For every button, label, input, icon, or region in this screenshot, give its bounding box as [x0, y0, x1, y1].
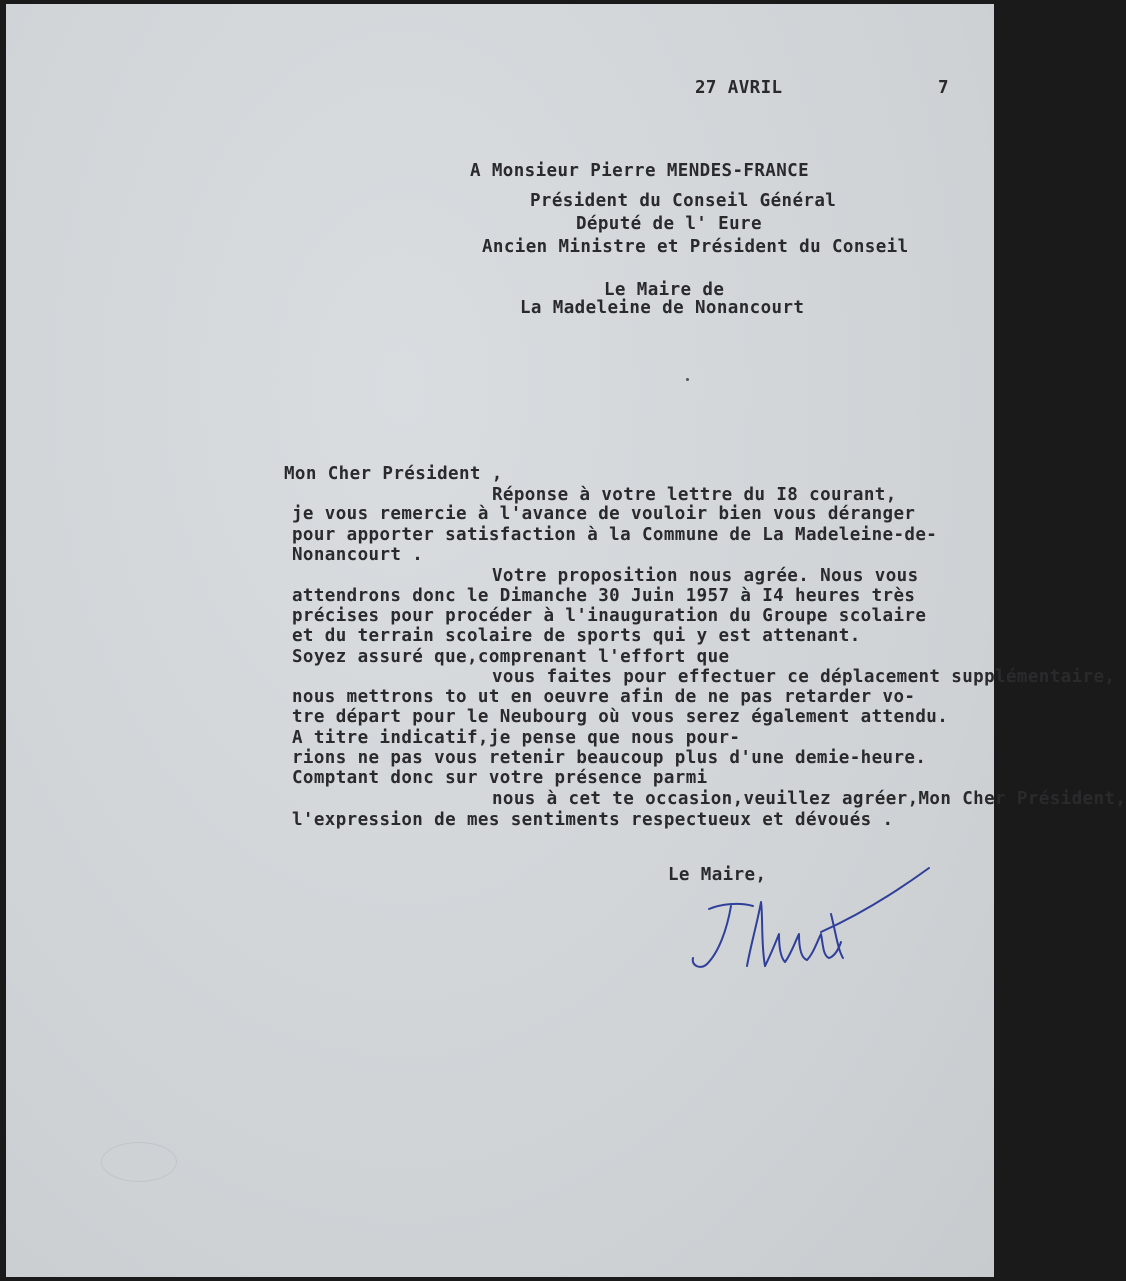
ink-speck: [686, 378, 689, 381]
body-line: l'expression de mes sentiments respectueux et dévoués .: [292, 810, 894, 830]
body-line: pour apporter satisfaction à la Commune de La Madeleine-de-: [292, 525, 938, 545]
body-line: attendrons donc le Dimanche 30 Juin 1957 à I4 heures très: [292, 586, 916, 606]
body-line: rions ne pas vous retenir beaucoup plus d'une demie-heure.: [292, 748, 927, 768]
faint-stamp: [101, 1142, 177, 1182]
body-line: Comptant donc sur votre présence parmi: [292, 768, 708, 788]
body-line: A titre indicatif,je pense que nous pour-: [292, 728, 741, 748]
body-line: Soyez assuré que,comprenant l'effort que: [292, 647, 730, 667]
body-line: vous faites pour effectuer ce déplacement supplémentaire,: [492, 667, 1116, 687]
signoff: Le Maire,: [668, 865, 767, 885]
body-line: et du terrain scolaire de sports qui y est attenant.: [292, 626, 861, 646]
recipient-line-1: A Monsieur Pierre MENDES-FRANCE: [470, 161, 810, 181]
page-number: 7: [938, 78, 949, 98]
body-line: tre départ pour le Neubourg où vous serez également attendu.: [292, 707, 949, 727]
body-line: Nonancourt .: [292, 545, 424, 565]
sender-line-1: Le Maire de: [604, 280, 725, 300]
body-line: précises pour procéder à l'inauguration du Groupe scolaire: [292, 606, 927, 626]
handwritten-signature: [681, 854, 941, 984]
body-line: je vous remercie à l'avance de vouloir bien vous déranger: [292, 504, 916, 524]
sender-line-2: La Madeleine de Nonancourt: [520, 298, 805, 318]
body-line: Réponse à votre lettre du I8 courant,: [492, 485, 897, 505]
recipient-line-4: Ancien Ministre et Président du Conseil: [482, 237, 909, 257]
date: 27 AVRIL: [695, 78, 783, 98]
body-line: nous à cet te occasion,veuillez agréer,Mon Cher Président,: [492, 789, 1126, 809]
recipient-line-2: Président du Conseil Général: [530, 191, 837, 211]
letter-page: [6, 4, 1126, 1277]
recipient-line-3: Député de l' Eure: [576, 214, 762, 234]
body-line: nous mettrons to ut en oeuvre afin de ne pas retarder vo-: [292, 687, 916, 707]
body-line: Votre proposition nous agrée. Nous vous: [492, 566, 919, 586]
salutation: Mon Cher Président ,: [284, 464, 503, 484]
